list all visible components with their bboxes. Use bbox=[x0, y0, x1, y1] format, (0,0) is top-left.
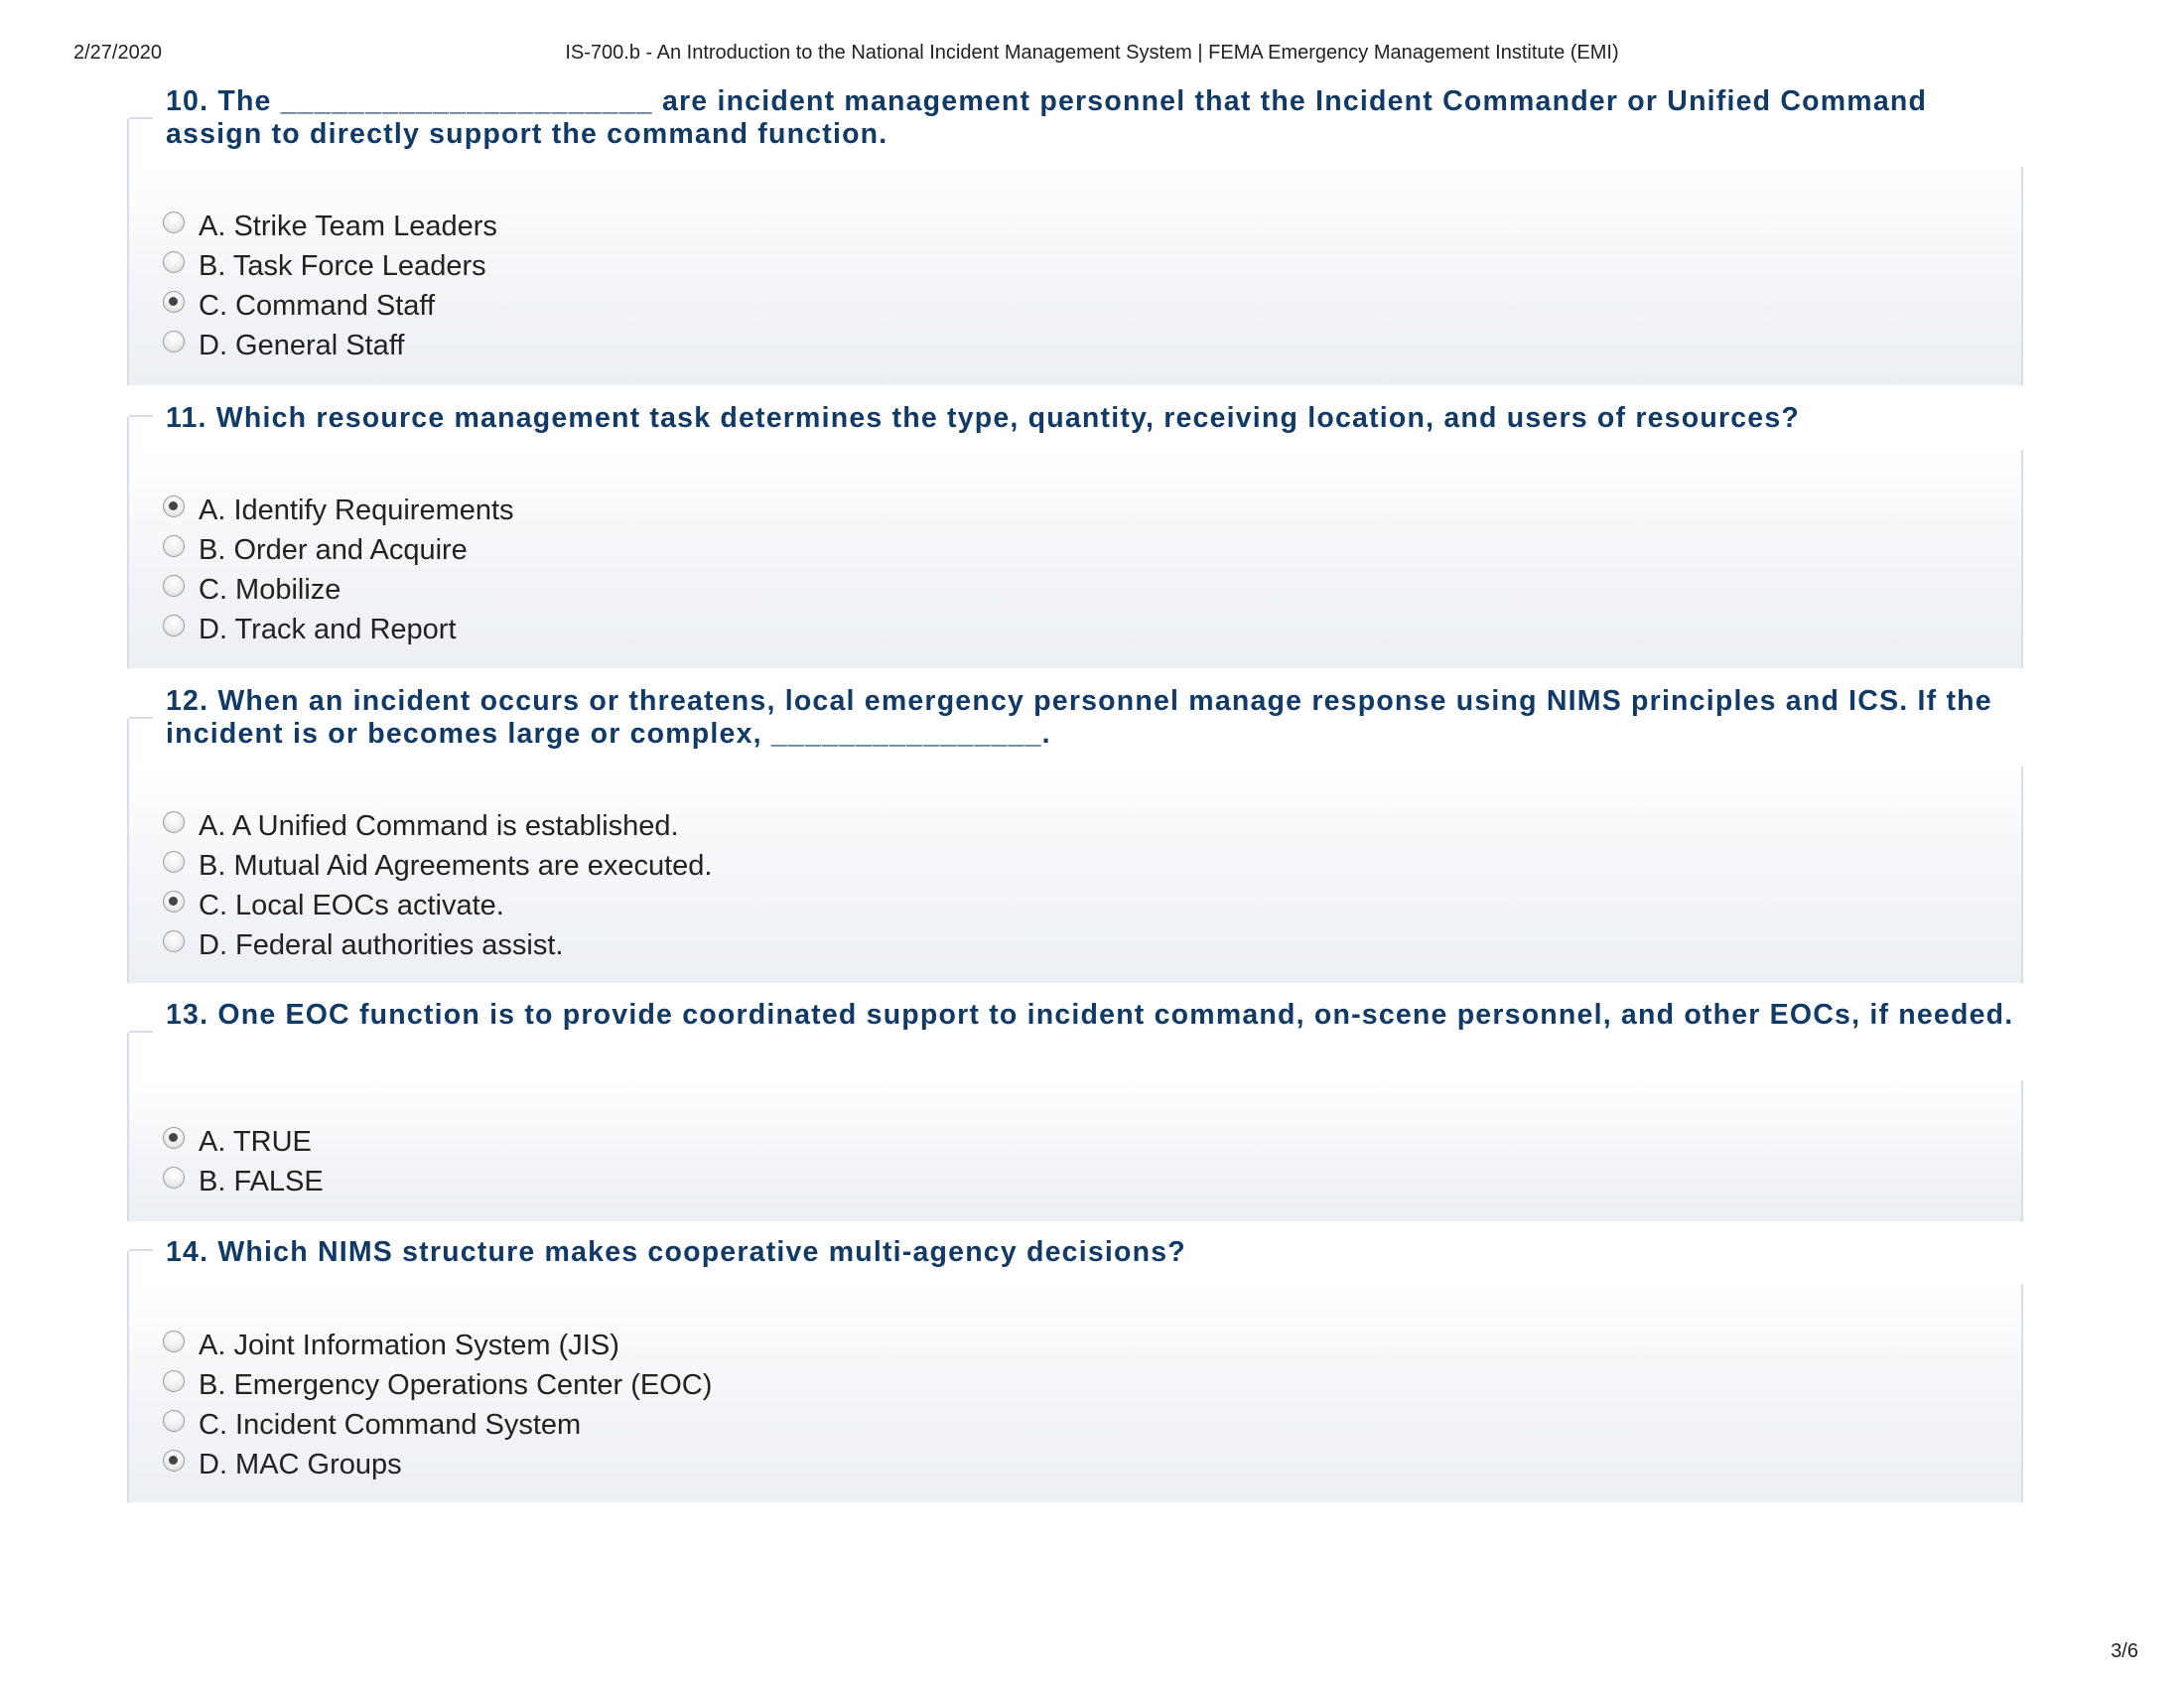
answer-options bbox=[163, 1326, 712, 1484]
answer-option[interactable] bbox=[163, 286, 497, 326]
question-10 bbox=[127, 85, 2023, 385]
question-12 bbox=[127, 685, 2023, 983]
option-label: A. Strike Team Leaders bbox=[199, 210, 497, 242]
answer-panel bbox=[129, 1080, 2023, 1221]
answer-option[interactable] bbox=[163, 1365, 712, 1405]
option-label: C. Incident Command System bbox=[199, 1408, 582, 1441]
radio-button[interactable] bbox=[163, 1370, 185, 1392]
answer-option[interactable] bbox=[163, 1122, 324, 1162]
radio-button[interactable] bbox=[163, 851, 185, 873]
question-text: 11. Which resource management task determines the type, quantity, receiving location, and users of resources? bbox=[166, 402, 1800, 434]
answer-option[interactable] bbox=[163, 1326, 712, 1365]
option-label: A. A Unified Command is established. bbox=[199, 809, 679, 842]
radio-button[interactable] bbox=[163, 291, 185, 313]
answer-option[interactable] bbox=[163, 846, 712, 886]
option-label: D. MAC Groups bbox=[199, 1448, 402, 1480]
question-text: 13. One EOC function is to provide coordinated support to incident command, on-scene personnel, and other EOCs, if needed. bbox=[166, 999, 2014, 1031]
option-label: B. Task Force Leaders bbox=[199, 249, 486, 282]
radio-button[interactable] bbox=[163, 1410, 185, 1432]
answer-options bbox=[163, 207, 497, 365]
radio-button[interactable] bbox=[163, 211, 185, 233]
answer-option[interactable] bbox=[163, 925, 712, 965]
print-header-title: IS-700.b - An Introduction to the National Incident Management System | FEMA Emergency Management Institute (EMI) bbox=[565, 42, 1619, 64]
option-label: D. Track and Report bbox=[199, 613, 457, 645]
radio-button[interactable] bbox=[163, 1450, 185, 1472]
answer-option[interactable] bbox=[163, 570, 514, 610]
question-14 bbox=[127, 1236, 2023, 1502]
radio-button[interactable] bbox=[163, 1167, 185, 1189]
radio-button[interactable] bbox=[163, 615, 185, 636]
option-label: C. Mobilize bbox=[199, 573, 341, 606]
question-text: 12. When an incident occurs or threatens, local emergency personnel manage response using NIMS principles and ICS. If the incident is or becomes large or complex, ________________. bbox=[166, 685, 1992, 750]
question-13 bbox=[127, 999, 2023, 1221]
answer-option[interactable] bbox=[163, 491, 514, 530]
option-label: D. General Staff bbox=[199, 329, 405, 361]
question-11 bbox=[127, 402, 2023, 668]
answer-option[interactable] bbox=[163, 1405, 712, 1445]
question-text: 14. Which NIMS structure makes cooperative multi-agency decisions? bbox=[166, 1236, 1186, 1268]
radio-button[interactable] bbox=[163, 495, 185, 517]
radio-button[interactable] bbox=[163, 811, 185, 833]
radio-button[interactable] bbox=[163, 331, 185, 352]
radio-button[interactable] bbox=[163, 1331, 185, 1352]
option-label: C. Local EOCs activate. bbox=[199, 889, 504, 921]
option-label: C. Command Staff bbox=[199, 289, 436, 322]
page-number: 3/6 bbox=[2111, 1640, 2138, 1662]
option-label: B. FALSE bbox=[199, 1165, 324, 1197]
option-label: B. Mutual Aid Agreements are executed. bbox=[199, 849, 713, 882]
option-label: A. Identify Requirements bbox=[199, 493, 514, 526]
answer-options bbox=[163, 1122, 324, 1201]
answer-option[interactable] bbox=[163, 326, 497, 365]
option-label: B. Emergency Operations Center (EOC) bbox=[199, 1368, 713, 1401]
option-label: D. Federal authorities assist. bbox=[199, 928, 564, 961]
radio-button[interactable] bbox=[163, 535, 185, 557]
answer-option[interactable] bbox=[163, 886, 712, 925]
answer-option[interactable] bbox=[163, 1445, 712, 1484]
option-label: A. TRUE bbox=[199, 1125, 312, 1158]
radio-button[interactable] bbox=[163, 930, 185, 952]
radio-button[interactable] bbox=[163, 1127, 185, 1149]
answer-options bbox=[163, 806, 712, 965]
answer-option[interactable] bbox=[163, 246, 497, 286]
radio-button[interactable] bbox=[163, 251, 185, 273]
answer-option[interactable] bbox=[163, 1162, 324, 1201]
answer-option[interactable] bbox=[163, 610, 514, 649]
print-date: 2/27/2020 bbox=[73, 42, 162, 64]
answer-option[interactable] bbox=[163, 530, 514, 570]
option-label: B. Order and Acquire bbox=[199, 533, 468, 566]
answer-options bbox=[163, 491, 514, 649]
radio-button[interactable] bbox=[163, 575, 185, 597]
option-label: A. Joint Information System (JIS) bbox=[199, 1329, 619, 1361]
question-text: 10. The ______________________ are incident management personnel that the Incident Commander or Unified Command assign to directly support the command function. bbox=[166, 85, 1928, 150]
answer-option[interactable] bbox=[163, 806, 712, 846]
answer-option[interactable] bbox=[163, 207, 497, 246]
radio-button[interactable] bbox=[163, 891, 185, 913]
